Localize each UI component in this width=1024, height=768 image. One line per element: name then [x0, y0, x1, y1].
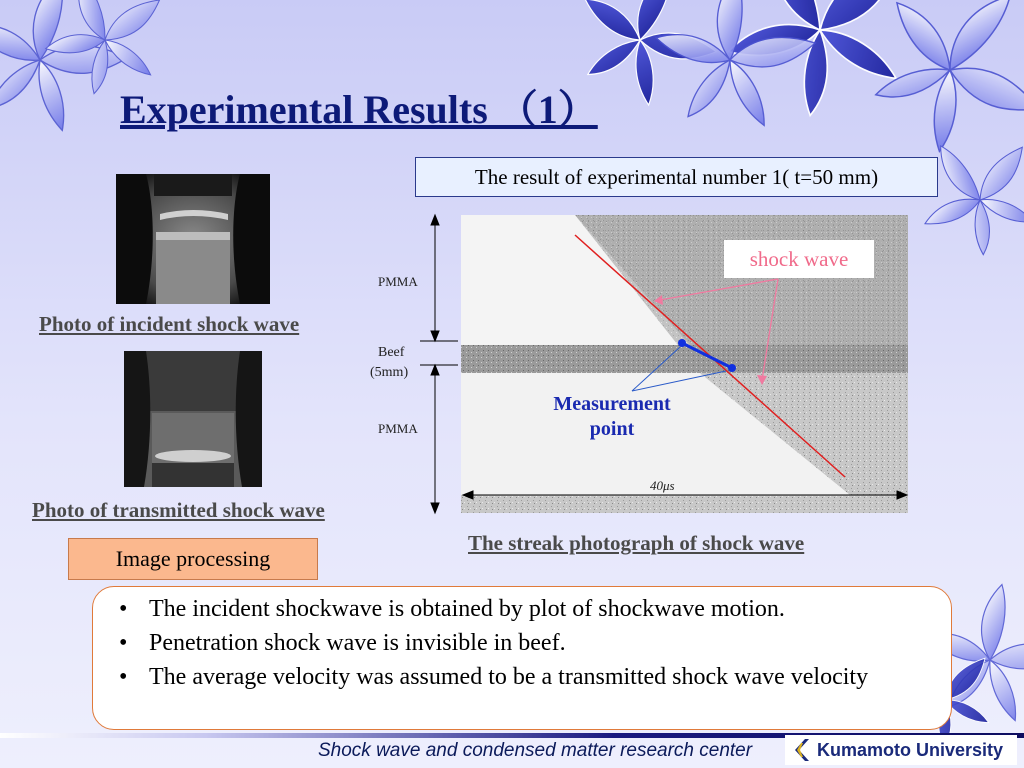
- summary-item: • The incident shockwave is obtained by plot of shockwave motion.: [113, 595, 921, 624]
- page-title: Experimental Results （1）: [120, 87, 598, 132]
- summary-item: • Penetration shock wave is invisible in beef.: [113, 629, 921, 658]
- image-processing-label: [68, 538, 318, 580]
- incident-photo-caption: Photo of incident shock wave: [39, 312, 300, 336]
- result-box-label: The result of experimental number 1( t=50 mm): [474, 164, 879, 189]
- summary-item: • The average velocity was assumed to be a transmitted shock wave velocity: [113, 663, 921, 692]
- incident-shock-photo: [116, 174, 270, 304]
- summary-list: [113, 595, 921, 692]
- kumamoto-logo-icon: [789, 737, 811, 763]
- university-name: Kumamoto University: [817, 739, 1004, 760]
- shock-wave-label: [724, 240, 874, 278]
- pmma-bottom-label: PMMA: [378, 421, 418, 436]
- image-processing-text: Image processing: [115, 546, 271, 571]
- pmma-top-label: PMMA: [378, 274, 418, 289]
- result-box: [415, 157, 938, 197]
- summary-box: [92, 586, 952, 730]
- measurement-point-label: Measurement point: [553, 393, 671, 440]
- transmitted-shock-photo: [124, 351, 262, 487]
- time-scale-label: 40μs: [650, 478, 675, 493]
- transmitted-photo-caption: Photo of transmitted shock wave: [32, 498, 325, 522]
- streak-photo-caption: The streak photograph of shock wave: [468, 531, 805, 555]
- footer-center-name: Shock wave and condensed matter research center: [318, 740, 753, 761]
- beef-label: Beef: [378, 345, 405, 360]
- shock-wave-text: shock wave: [749, 246, 849, 271]
- beef-size-label: (5mm): [370, 365, 409, 380]
- university-logo: [785, 735, 1017, 765]
